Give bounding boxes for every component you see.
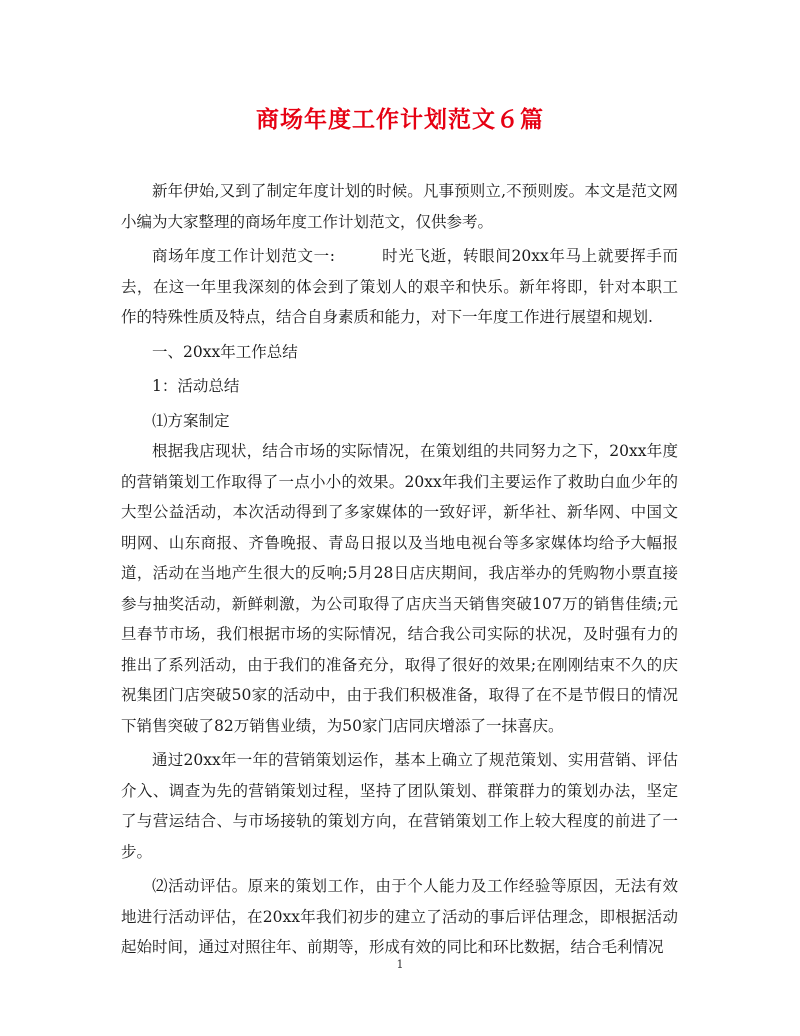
page-number: 1 (396, 958, 404, 971)
body-paragraph-evaluation: ⑵活动评估。原来的策划工作，由于个人能力及工作经验等原因，无法有效地进行活动评估，在20xx年我们初步的建立了活动的事后评估理念，即根据活动起始时间，通过对照往年、前期等，形成有效的同比和环比数据，结合毛利情况 (121, 877, 678, 956)
subsection-heading-activity: 1：活动总结 (152, 377, 240, 395)
document-title: 商场年度工作计划范文６篇 (256, 106, 544, 133)
sample-heading-1: 商场年度工作计划范文一: (152, 247, 336, 265)
body-paragraph-plan: 根据我店现状，结合市场的实际情况，在策划组的共同努力之下，20xx年度的营销策划工作取得了一点小小的效果。20xx年我们主要运作了救助白血少年的大型公益活动，本次活动得到了多家媒体的一致好评，新华社、新华网、中国文明网、山东商报、齐鲁晚报、青岛日报以及当地电视台等多家媒体均给予大幅报道，活动在当地产生很大的反响;5月28日店庆期间，我店举办的凭购物小票直接参与抽奖活动，新鲜刺激，为公司取得了店庆当天销售突破107万的销售佳绩;元旦春节市场，我们根据市场的实际情况，结合我公司实际的状况，及时强有力的推出了系列活动，由于我们的准备充分，取得了很好的效果;在刚刚结束不久的庆祝集团门店突破50家的活动中，由于我们积极准备，取得了在不是节假日的情况下销售突破了82万销售业绩，为50家门店同庆增添了一抹喜庆。 (121, 442, 678, 735)
subsection-heading-plan: ⑴方案制定 (152, 411, 230, 430)
body-paragraph-summary: 通过20xx年一年的营销策划运作，基本上确立了规范策划、实用营销、评估介入、调查为先的营销策划过程，坚持了团队策划、群策群力的策划办法，坚定了与营运结合、与市场接轨的策划方向，在营销策划工作上较大程度的前进了一步。 (121, 751, 678, 861)
section-heading-summary: 一、20xx年工作总结 (152, 342, 298, 361)
sample-text-1: 时光飞逝，转眼间20xx年马上就要挥手而去，在这一年里我深刻的体会到了策划人的艰辛和快乐。新年将即，针对本职工作的特殊性质及特点，结合自身素质和能力，对下一年度工作进行展望和规划. (121, 247, 678, 326)
intro-paragraph: 新年伊始,又到了制定年度计划的时候。凡事预则立,不预则废。本文是范文网小编为大家整理的商场年度工作计划范文，仅供参考。 (121, 182, 678, 231)
section-paragraph-1 (121, 241, 678, 333)
document-body (121, 176, 678, 963)
